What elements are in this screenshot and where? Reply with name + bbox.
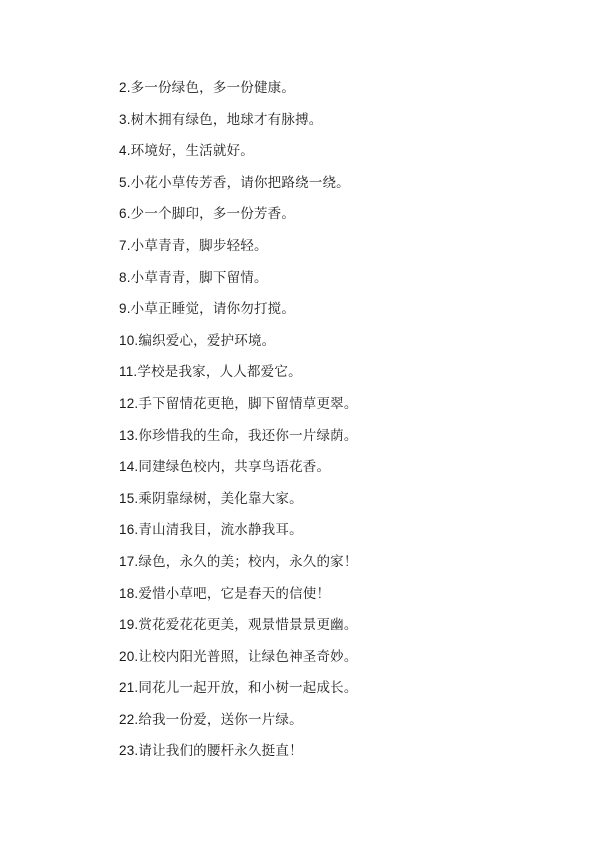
line-text: 学校是我家，人人都爱它。: [137, 364, 302, 381]
line-number: 16.: [119, 522, 139, 538]
slogan-line-15: [119, 488, 559, 520]
slogan-line-20: [119, 646, 559, 678]
slogan-line-7: [119, 235, 559, 267]
line-text: 你珍惜我的生命，我还你一片绿荫。: [138, 427, 358, 444]
slogan-line-4: [119, 140, 559, 172]
line-number: 8.: [119, 269, 131, 285]
slogan-line-14: [119, 456, 559, 488]
line-text: 小草正睡觉，请你勿打搅。: [130, 301, 296, 318]
slogan-line-3: [119, 109, 559, 141]
line-text: 同花儿一起开放，和小树一起成长。: [138, 680, 358, 697]
line-number: 21.: [119, 680, 139, 696]
line-text: 树木拥有绿色，地球才有脉搏。: [130, 111, 323, 128]
line-number: 11.: [119, 364, 138, 380]
slogan-line-2: [119, 77, 559, 109]
slogan-line-22: [119, 709, 559, 741]
line-number: 17.: [119, 553, 139, 569]
slogan-line-12: [119, 393, 559, 425]
line-text: 绿色，永久的美；校内，永久的家！: [138, 553, 358, 570]
line-number: 4.: [119, 143, 131, 159]
slogan-line-6: [119, 203, 559, 235]
slogan-line-16: [119, 519, 559, 551]
line-text: 环境好，生活就好。: [130, 143, 254, 160]
line-text: 同建绿色校内，共享鸟语花香。: [138, 459, 331, 476]
line-number: 18.: [119, 585, 139, 601]
line-number: 23.: [119, 743, 139, 759]
line-number: 19.: [119, 617, 139, 633]
line-number: 15.: [119, 490, 139, 506]
slogan-line-11: [119, 361, 559, 393]
line-text: 青山清我目，流水静我耳。: [138, 522, 303, 539]
line-text: 让校内阳光普照，让绿色神圣奇妙。: [138, 648, 358, 665]
slogan-line-13: [119, 425, 559, 457]
line-text: 给我一份爱，送你一片绿。: [138, 711, 303, 728]
slogan-line-17: [119, 551, 559, 583]
line-number: 10.: [119, 332, 139, 348]
line-number: 3.: [119, 111, 131, 127]
line-text: 多一份绿色，多一份健康。: [130, 80, 296, 96]
line-text: 请让我们的腰杆永久挺直！: [138, 743, 303, 760]
slogan-line-23: [119, 740, 559, 772]
slogan-line-18: [119, 583, 559, 615]
line-number: 20.: [119, 648, 139, 664]
line-text: 乘阴靠绿树，美化靠大家。: [138, 490, 303, 507]
slogan-line-5: [119, 172, 559, 204]
line-number: 13.: [119, 427, 139, 443]
slogan-list: [119, 77, 559, 772]
line-text: 小草青青，脚下留情。: [130, 269, 268, 286]
line-number: 7.: [119, 237, 131, 253]
slogan-line-9: [119, 298, 559, 330]
line-text: 赏花爱花花更美，观景惜景景更幽。: [138, 617, 358, 634]
slogan-line-19: [119, 614, 559, 646]
line-number: 2.: [119, 80, 131, 95]
line-number: 22.: [119, 711, 139, 727]
line-text: 编织爱心，爱护环境。: [138, 332, 276, 349]
line-text: 爱惜小草吧，它是春天的信使！: [138, 585, 331, 602]
line-text: 少一个脚印，多一份芳香。: [130, 206, 296, 223]
line-text: 手下留情花更艳，脚下留情草更翠。: [138, 395, 358, 412]
line-number: 5.: [119, 174, 131, 190]
line-number: 6.: [119, 206, 131, 222]
line-number: 14.: [119, 459, 139, 475]
slogan-line-8: [119, 267, 559, 299]
line-number: 12.: [119, 395, 139, 411]
line-text: 小草青青，脚步轻轻。: [130, 237, 268, 254]
slogan-line-10: [119, 330, 559, 362]
line-text: 小花小草传芳香，请你把路绕一绕。: [130, 174, 350, 191]
slogan-line-21: [119, 677, 559, 709]
line-number: 9.: [119, 301, 131, 317]
